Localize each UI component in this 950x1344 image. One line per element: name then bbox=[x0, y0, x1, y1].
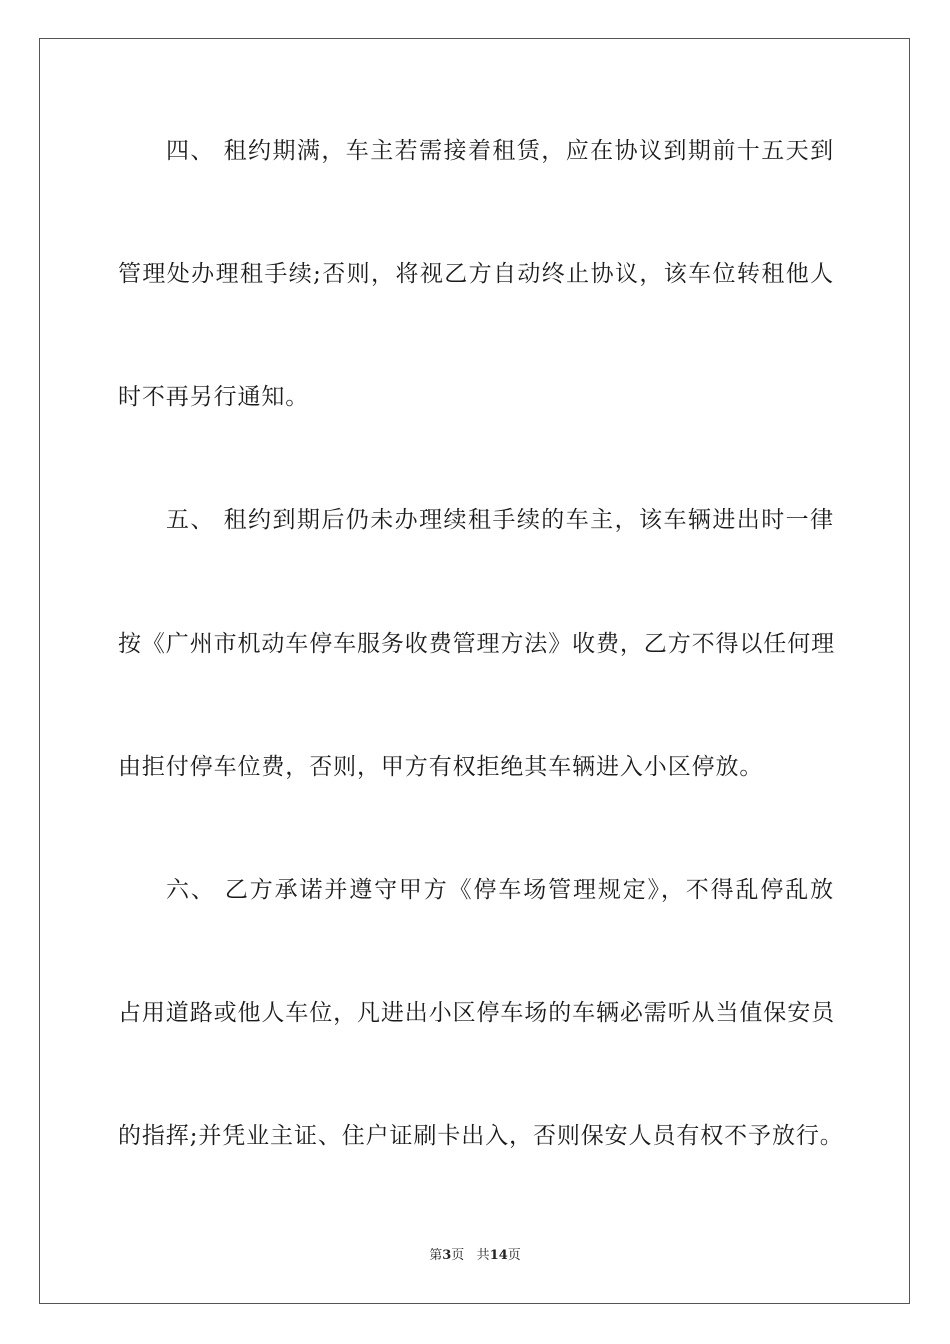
paragraph-4-line-1: 四、 租约期满，车主若需接着租赁，应在协议到期前十五天到 bbox=[166, 138, 834, 164]
page-footer bbox=[0, 1247, 950, 1265]
total-prefix: 共 bbox=[476, 1248, 490, 1263]
paragraph-4-line-3: 时不再另行通知。 bbox=[118, 384, 310, 410]
page-prefix: 第 bbox=[429, 1248, 443, 1263]
paragraph-6-line-3: 的指挥;并凭业主证、住户证刷卡出入，否则保安人员有权不予放行。 bbox=[118, 1123, 844, 1149]
paragraph-5-line-2: 按《广州市机动车停车服务收费管理方法》收费，乙方不得以任何理 bbox=[118, 631, 835, 657]
total-suffix: 页 bbox=[507, 1248, 521, 1263]
page-number: 3 bbox=[442, 1248, 452, 1263]
page-border bbox=[39, 38, 910, 1304]
paragraph-6-line-1: 六、 乙方承诺并遵守甲方《停车场管理规定》，不得乱停乱放 bbox=[166, 877, 834, 903]
paragraph-5-line-3: 由拒付停车位费，否则，甲方有权拒绝其车辆进入小区停放。 bbox=[118, 754, 764, 780]
total-pages: 14 bbox=[489, 1248, 508, 1263]
paragraph-4-line-2: 管理处办理租手续;否则，将视乙方自动终止协议，该车位转租他人 bbox=[118, 261, 834, 287]
page-suffix: 页 bbox=[451, 1248, 465, 1263]
paragraph-5-line-1: 五、 租约到期后仍未办理续租手续的车主，该车辆进出时一律 bbox=[166, 507, 834, 533]
paragraph-6-line-2: 占用道路或他人车位，凡进出小区停车场的车辆必需听从当值保安员 bbox=[118, 1000, 835, 1026]
